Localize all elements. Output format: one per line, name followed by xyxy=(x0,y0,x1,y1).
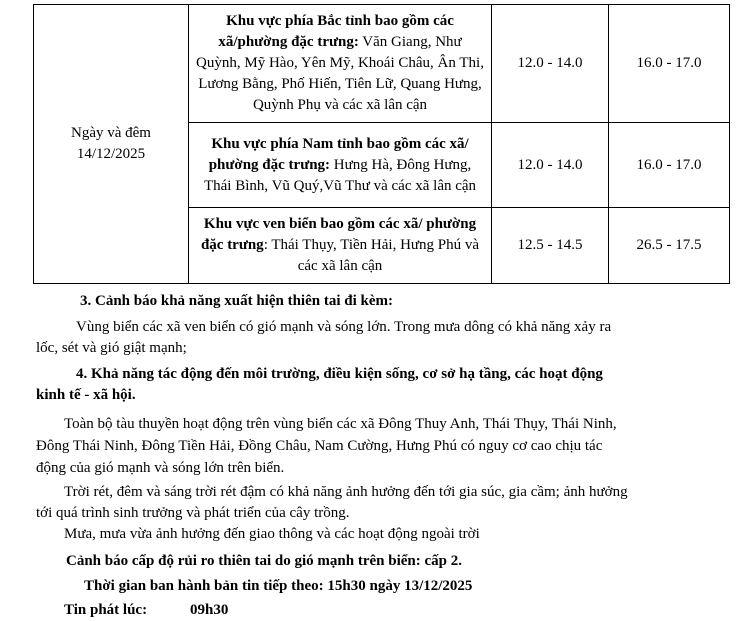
value-range-1: 12.5 - 14.5 xyxy=(492,208,609,284)
value-range-1: 12.0 - 14.0 xyxy=(492,5,609,123)
area-cell xyxy=(189,123,492,208)
paragraph-line: Đông Thái Ninh, Đông Tiền Hải, Đồng Châu, Nam Cường, Hưng Phú có nguy cơ cao chịu tác xyxy=(36,438,603,454)
paragraph-line: Mưa, mưa vừa ảnh hưởng đến giao thông và các hoạt động ngoài trời xyxy=(64,526,480,542)
section-3-text-line: Vùng biển các xã ven biển có gió mạnh và sóng lớn. Trong mưa dông có khả năng xảy ra xyxy=(76,319,612,335)
risk-warning: Cảnh báo cấp độ rủi ro thiên tai do gió mạnh trên biển: cấp 2. xyxy=(66,553,463,569)
paragraph-line: tới quá trình sinh trưởng và phát triển của cây trồng. xyxy=(36,505,350,521)
area-communes: : Thái Thụy, Tiền Hải, Hưng Phú và các xã lân cận xyxy=(263,237,480,274)
section-3-heading: 3. Cảnh báo khả năng xuất hiện thiên tai đi kèm: xyxy=(80,293,393,309)
area-title: Khu vực phía Bắc tỉnh bao gồm các xã/phường đặc trưng: xyxy=(218,13,454,50)
table-row xyxy=(34,5,730,123)
area-communes: Hưng Hà, Đông Hưng, Thái Bình, Vũ Quý,Vũ Thư và các xã lân cận xyxy=(203,156,477,194)
forecast-date: Ngày và đêm 14/12/2025 xyxy=(34,5,189,284)
forecast-table xyxy=(33,4,730,284)
area-cell xyxy=(189,208,492,284)
area-cell xyxy=(189,5,492,123)
value-range-2: 16.0 - 17.0 xyxy=(609,123,730,208)
area-title: Khu vực phía Nam tỉnh bao gồm các xã/ phường đặc trưng: xyxy=(208,135,469,173)
value-range-2: 16.0 - 17.0 xyxy=(609,5,730,123)
section-4-heading: kinh tế - xã hội. xyxy=(36,387,136,403)
section-4-heading: 4. Khả năng tác động đến môi trường, điều kiện sống, cơ sở hạ tầng, các hoạt động xyxy=(76,366,603,382)
value-range-2: 26.5 - 17.5 xyxy=(609,208,730,284)
section-3-text-line: lốc, sét và gió giật mạnh; xyxy=(36,340,187,356)
issued-time: 09h30 xyxy=(190,602,229,618)
issued-label: Tin phát lúc: xyxy=(64,602,148,618)
paragraph-line: động của gió mạnh và sóng lớn trên biển. xyxy=(36,460,285,476)
value-range-1: 12.0 - 14.0 xyxy=(492,123,609,208)
area-title: Khu vực ven biển bao gồm các xã/ phường đặc trưng xyxy=(200,216,477,253)
paragraph-line: Toàn bộ tàu thuyền hoạt động trên vùng biển các xã Đông Thuy Anh, Thái Thụy, Thái Ninh, xyxy=(64,416,617,432)
area-communes: Văn Giang, Như Quỳnh, Mỹ Hào, Yên Mỹ, Khoái Châu, Ân Thi, Lương Bằng, Phố Hiến, Tiên Lữ, Quang Hưng, Quỳnh Phụ và các xã lân cận xyxy=(196,34,484,113)
next-issue-time: Thời gian ban hành bản tin tiếp theo: 15h30 ngày 13/12/2025 xyxy=(84,578,473,594)
paragraph-line: Trời rét, đêm và sáng trời rét đậm có khả năng ảnh hưởng đến tới gia súc, gia cầm; ảnh hưởng xyxy=(64,484,628,500)
